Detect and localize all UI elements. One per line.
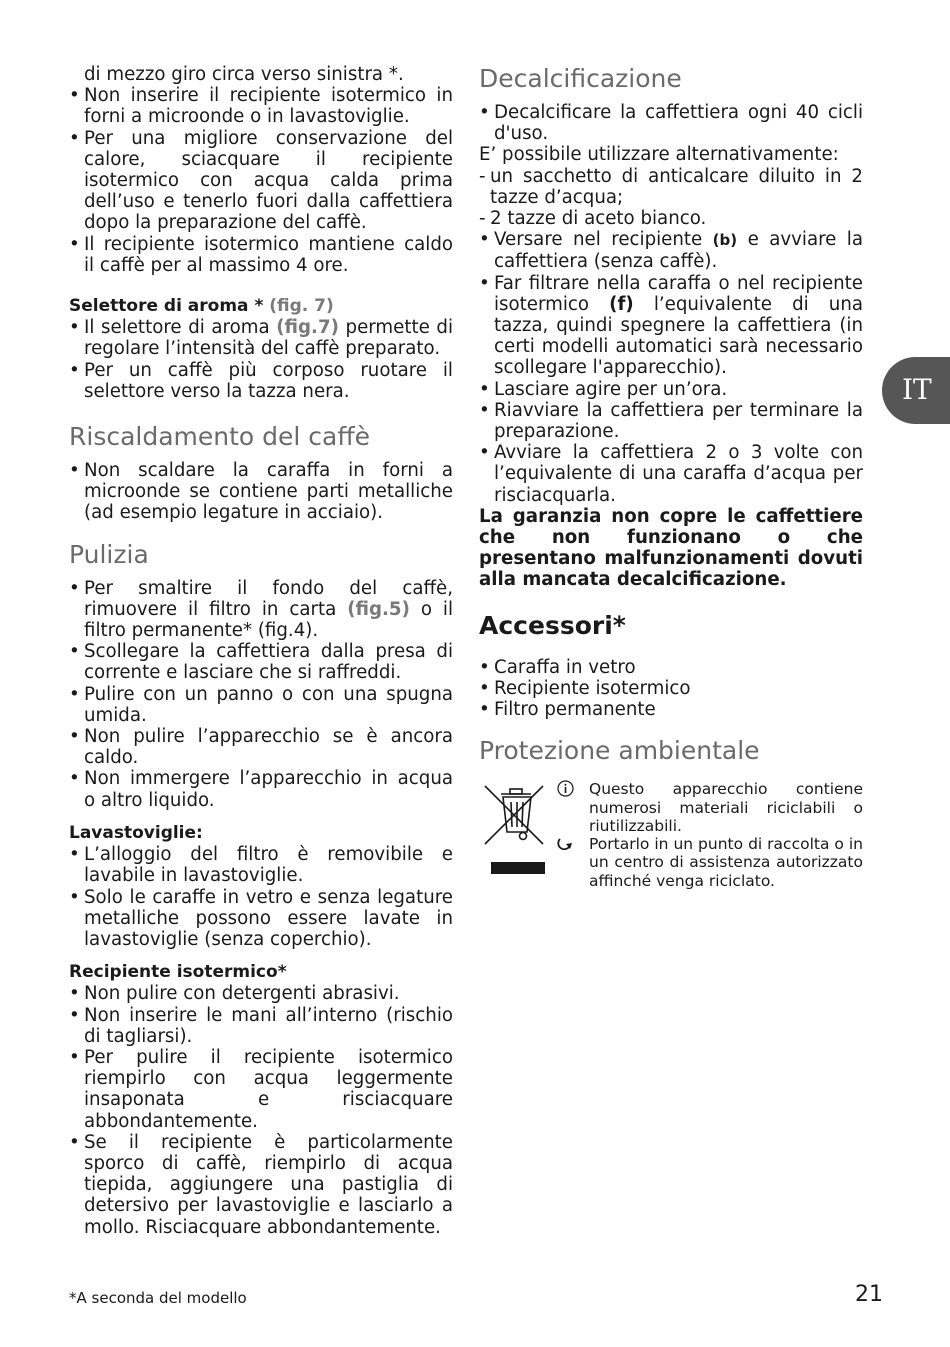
list-item: • Pulire con un panno o con una spugna umida. <box>69 684 453 726</box>
text-part: e avviare la caffettiera (senza caffè). <box>494 229 864 273</box>
environment-block <box>479 780 863 890</box>
part-ref: (b) <box>712 231 738 250</box>
recipiente-list <box>69 983 453 1237</box>
lavastoviglie-list <box>69 844 453 950</box>
env-note-text: Portarlo in un punto di raccolta o in un centro di assistenza autorizzato affinché venga riciclato. <box>589 835 863 890</box>
page-number: 21 <box>855 1282 883 1307</box>
crossed-out-wheelie-bin-icon <box>479 780 549 880</box>
fig-ref: (fig.5) <box>347 598 410 620</box>
list-item: • Per una migliore conservazione del calore, sciacquare il recipiente isotermico con acqua calda prima dell’uso e tenerlo fuori dalla caffettiera dopo la preparazione del caffè. <box>69 128 453 234</box>
list-item: • Per pulire il recipiente isotermico riempirlo con acqua leggermente insaponata e risciacquare abbondantemente. <box>69 1047 453 1132</box>
list-item: • Non inserire le mani all’interno (rischio di tagliarsi). <box>69 1005 453 1047</box>
list-item: • Il recipiente isotermico mantiene caldo il caffè per al massimo 4 ore. <box>69 234 453 276</box>
list-item: • Decalcificare la caffettiera ogni 40 cicli d'uso. <box>479 102 863 144</box>
aroma-heading <box>69 296 453 317</box>
right-column <box>479 64 863 890</box>
list-item: • Caraffa in vetro <box>479 657 863 678</box>
list-item: • Riavviare la caffettiera per terminare la preparazione. <box>479 400 863 442</box>
list-item: • Avviare la caffettiera 2 o 3 volte con l’equivalente di una caraffa d’acqua per risciacquarla. <box>479 442 863 506</box>
list-item: • Se il recipiente è particolarmente sporco di caffè, riempirlo di acqua tiepida, aggiungere una pastiglia di detersivo per lavastoviglie e lasciarlo a mollo. Risciacquare abbondantemente. <box>69 1132 453 1238</box>
warranty-note: La garanzia non copre le caffettiere che non funzionano o che presentano malfunzionamenti dovuti alla mancata decalcificazione. <box>479 505 863 591</box>
list-item: • Recipiente isotermico <box>479 678 863 699</box>
list-item: - 2 tazze di aceto bianco. <box>479 208 863 229</box>
aroma-heading-text: Selettore di aroma * <box>69 296 270 317</box>
accessori-list <box>479 657 863 721</box>
pulizia-list <box>69 578 453 811</box>
info-icon <box>557 780 589 835</box>
aroma-heading-fig: (fig. 7) <box>269 296 334 317</box>
part-ref: (f) <box>609 293 634 315</box>
list-item: • Filtro permanente <box>479 699 863 720</box>
list-item: • Non immergere l’apparecchio in acqua o altro liquido. <box>69 768 453 810</box>
pulizia-title: Pulizia <box>69 539 149 569</box>
list-item: - un sacchetto di anticalcare diluito in 2 tazze d’acqua; <box>479 166 863 208</box>
list-item <box>479 229 863 272</box>
list-item <box>69 578 453 642</box>
text-part: Versare nel recipiente <box>494 229 713 251</box>
decalc-dash-list <box>479 166 863 230</box>
decalc-list-a <box>479 102 863 144</box>
list-item: • Non scaldare la caraffa in forni a microonde se contiene parti metalliche (ad esempio legature in acciaio). <box>69 460 453 524</box>
language-tab-label: IT <box>902 373 932 406</box>
list-item: • Per un caffè più corposo ruotare il selettore verso la tazza nera. <box>69 360 453 402</box>
ambiente-title: Protezione ambientale <box>479 736 760 766</box>
lavastoviglie-heading: Lavastoviglie: <box>69 822 203 843</box>
footnote: *A seconda del modello <box>69 1289 247 1307</box>
environment-notes <box>557 780 863 890</box>
arrow-icon <box>557 835 589 890</box>
list-item: • Solo le caraffe in vetro e senza legature metalliche possono essere lavate in lavastoviglie (senza coperchio). <box>69 887 453 951</box>
text-part: permette di regolare l’intensità del caffè preparato. <box>84 317 453 360</box>
accessori-title: Accessori* <box>479 610 626 640</box>
list-item: • Non pulire con detergenti abrasivi. <box>69 983 453 1004</box>
list-item: • Lasciare agire per un’ora. <box>479 379 863 400</box>
text-part: Per smaltire il fondo del caffè, rimuovere il filtro in carta <box>84 577 453 620</box>
env-note-1 <box>557 780 863 835</box>
list-item: • Non pulire l’apparecchio se è ancora caldo. <box>69 726 453 768</box>
decalc-alt-intro: E’ possibile utilizzare alternativamente: <box>479 144 839 166</box>
riscaldamento-list <box>69 460 453 524</box>
aroma-list <box>69 317 453 402</box>
decalc-list-b <box>479 229 863 506</box>
decalc-title: Decalcificazione <box>479 64 682 93</box>
language-tab <box>882 357 950 424</box>
text-part: Il selettore di aroma <box>84 317 277 339</box>
list-item <box>69 317 453 359</box>
fig-ref: (fig.7) <box>276 317 339 339</box>
list-item <box>479 273 863 379</box>
text-part: Far filtrare nella caraffa o nel recipiente isotermico <box>494 272 863 315</box>
intro-continuation: di mezzo giro circa verso sinistra *. <box>84 64 404 85</box>
list-item: • Scollegare la caffettiera dalla presa di corrente e lasciare che si raffreddi. <box>69 641 453 683</box>
riscaldamento-title: Riscaldamento del caffè <box>69 422 370 452</box>
text-part: l’equivalente di una tazza, quindi spegnere la caffettiera (in certi modelli automatici sarà necessario scollegare l'apparecchio). <box>494 293 863 379</box>
env-note-text: Questo apparecchio contiene numerosi materiali riciclabili o riutilizzabili. <box>589 780 863 835</box>
list-item: • Non inserire il recipiente isotermico in forni a microonde o in lavastoviglie. <box>69 85 453 127</box>
intro-list <box>69 85 453 276</box>
list-item: • L’alloggio del filtro è removibile e lavabile in lavastoviglie. <box>69 844 453 886</box>
env-note-2 <box>557 835 863 890</box>
text-part: o il filtro permanente* (fig.4). <box>84 598 453 642</box>
recipiente-heading: Recipiente isotermico* <box>69 962 287 983</box>
left-column <box>69 64 453 1238</box>
